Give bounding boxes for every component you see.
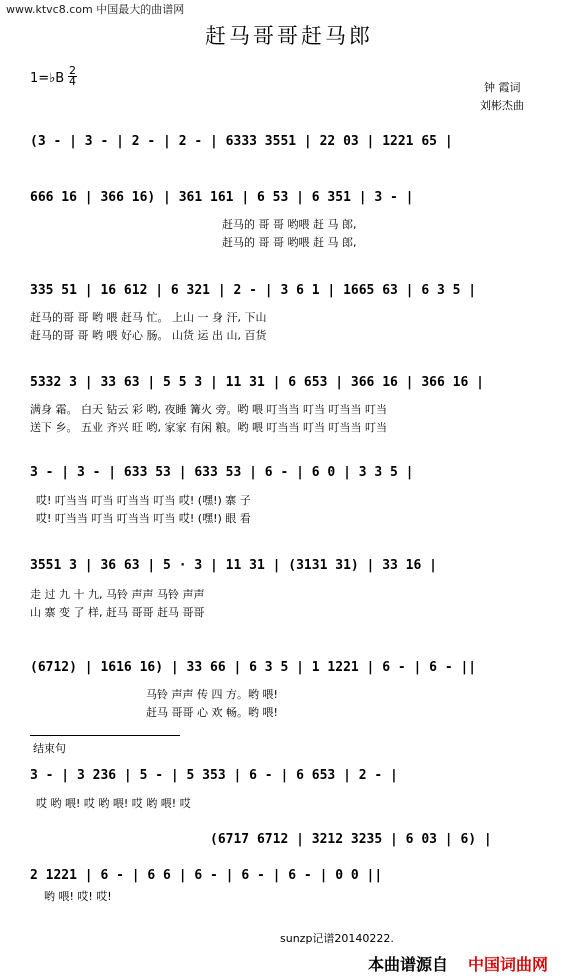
ending-label: 结束句 bbox=[33, 742, 66, 755]
score-line-2: 666 16 | 366 16) | 361 161 | 6 53 | 6 351 | 3 - | bbox=[30, 190, 414, 205]
lyric-line-10: 哟 喂! 哎! 哎! bbox=[44, 890, 112, 903]
score-line-8: 3 - | 3 236 | 5 - | 5 353 | 6 - | 6 653 | 2 - | bbox=[30, 768, 398, 783]
score-line-3: 335 51 | 16 612 | 6 321 | 2 - | 3 6 1 | 1665 63 | 6 3 5 | bbox=[30, 283, 477, 298]
song-title: 赶马哥哥赶马郎 bbox=[205, 24, 373, 48]
lyric-line-7a: 马铃 声声 传 四 方。哟 喂! bbox=[146, 688, 278, 701]
score-line-6: 3551 3 | 36 63 | 5 · 3 | 11 31 | (3131 31) | 33 16 | bbox=[30, 558, 437, 573]
score-line-4: 5332 3 | 33 63 | 5 5 3 | 11 31 | 6 653 | 366 16 | 366 16 | bbox=[30, 375, 484, 390]
score-line-5: 3 - | 3 - | 633 53 | 633 53 | 6 - | 6 0 | 3 3 5 | bbox=[30, 465, 414, 480]
lyric-line-5b: 哎! 叮当当 叮当 叮当当 叮当 哎! (嘿!) 眼 看 bbox=[36, 512, 251, 525]
lyric-line-4b: 送下 乡。 五业 齐兴 旺 哟, 家家 有闲 粮。哟 喂 叮当当 叮当 叮当当 叮当 bbox=[30, 421, 387, 434]
lyric-line-8: 哎 哟 喂! 哎 哟 喂! 哎 哟 喂! 哎 bbox=[36, 797, 191, 810]
source-prefix: 本曲谱源自 bbox=[368, 955, 449, 974]
score-line-7: (6712) | 1616 16) | 33 66 | 6 3 5 | 1 1221 | 6 - | 6 - || bbox=[30, 660, 477, 675]
lyric-line-5a: 哎! 叮当当 叮当 叮当当 叮当 哎! (嘿!) 寨 子 bbox=[36, 494, 251, 507]
site-watermark: www.ktvc8.com 中国最大的曲谱网 bbox=[6, 3, 185, 16]
score-line-10: 2 1221 | 6 - | 6 6 | 6 - | 6 - | 6 - | 0 0 || bbox=[30, 868, 383, 883]
transcriber-signature: sunzp记谱20140222. bbox=[280, 932, 394, 945]
lyric-line-2b: 赶马的 哥 哥 哟喂 赶 马 郎, bbox=[222, 236, 357, 249]
lyricist-credit: 钟 霞词 bbox=[484, 81, 521, 94]
lyric-line-3b: 赶马的哥 哥 哟 喂 好心 肠。 山货 运 出 山, 百货 bbox=[30, 329, 267, 342]
time-signature bbox=[68, 66, 77, 87]
source-site-link[interactable]: 中国词曲网 bbox=[468, 955, 549, 974]
lyric-line-6b: 山 寨 变 了 样, 赶马 哥哥 赶马 哥哥 bbox=[30, 606, 205, 619]
score-line-1: (3 - | 3 - | 2 - | 2 - | 6333 3551 | 22 03 | 1221 65 | bbox=[30, 134, 453, 149]
lyric-line-7b: 赶马 哥哥 心 欢 畅。哟 喂! bbox=[146, 706, 278, 719]
meter-bottom: 4 bbox=[69, 75, 76, 88]
key-signature: 1=♭B bbox=[30, 71, 65, 86]
lyric-line-4a: 满身 霜。 白天 钻云 彩 哟, 夜睡 篝火 旁。哟 喂 叮当当 叮当 叮当当 叮当 bbox=[30, 403, 387, 416]
composer-credit: 刘彬杰曲 bbox=[480, 99, 524, 112]
lyric-line-2a: 赶马的 哥 哥 哟喂 赶 马 郎, bbox=[222, 218, 357, 231]
meter-top: 2 bbox=[69, 64, 76, 77]
ending-marker-line bbox=[30, 735, 180, 736]
lyric-line-6a: 走 过 九 十 九, 马铃 声声 马铃 声声 bbox=[30, 588, 205, 601]
lyric-line-3a: 赶马的哥 哥 哟 喂 赶马 忙。 上山 一 身 汗, 下山 bbox=[30, 311, 267, 324]
score-line-9: (6717 6712 | 3212 3235 | 6 03 | 6) | bbox=[210, 832, 492, 847]
